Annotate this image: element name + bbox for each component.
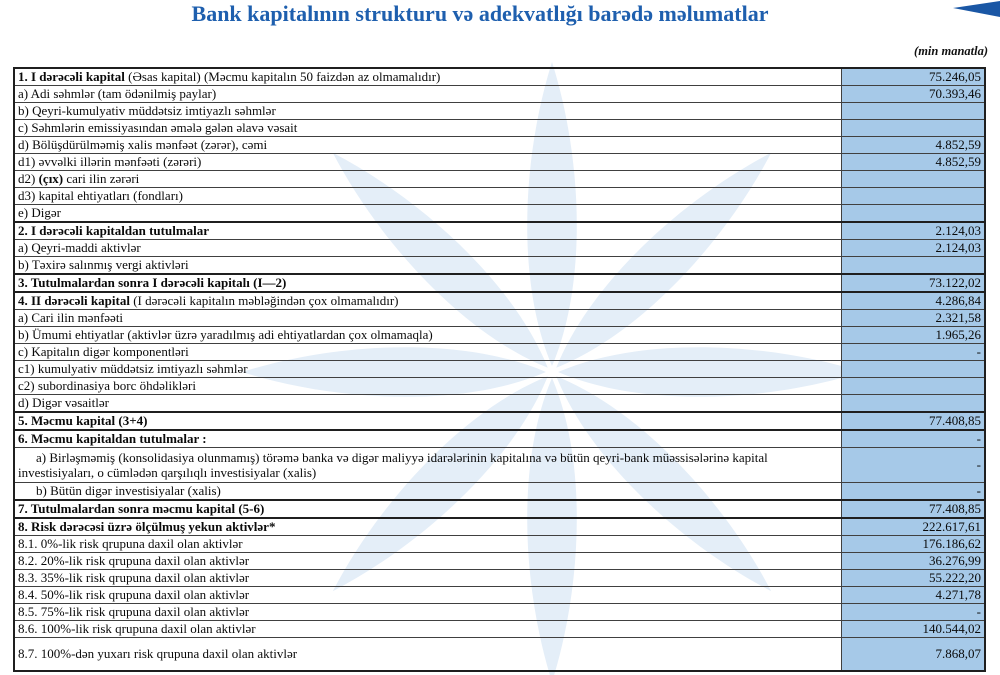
row-label [14, 205, 842, 223]
capital-table-body [14, 68, 985, 671]
row-label [14, 621, 842, 638]
row-label [14, 86, 842, 103]
row-value: 77.408,85 [842, 412, 986, 430]
row-value: - [842, 604, 986, 621]
row-value: 140.544,02 [842, 621, 986, 638]
row-value [842, 171, 986, 188]
row-label-text: 8.5. 75%-lik risk qrupuna daxil olan aktivlər [18, 604, 250, 619]
row-value: 70.393,46 [842, 86, 986, 103]
row-label-text: d3) kapital ehtiyatları (fondları) [18, 188, 183, 203]
row-label-text: b) Bütün digər investisiyalar (xalis) [36, 483, 221, 498]
corner-wedge-icon [945, 0, 1000, 20]
table-row [14, 570, 985, 587]
row-label [14, 378, 842, 395]
row-value: 2.321,58 [842, 310, 986, 327]
table-row [14, 483, 985, 501]
row-value: 222.617,61 [842, 518, 986, 536]
table-row [14, 154, 985, 171]
row-value: - [842, 344, 986, 361]
table-row [14, 240, 985, 257]
row-value: 1.965,26 [842, 327, 986, 344]
row-label [14, 327, 842, 344]
table-row [14, 604, 985, 621]
row-label [14, 483, 842, 501]
row-value: 55.222,20 [842, 570, 986, 587]
table-row [14, 120, 985, 137]
row-label-bold-text: 5. Məcmu kapital (3+4) [18, 413, 148, 428]
row-label-text: c1) kumulyativ müddətsiz imtiyazlı səhmlər [18, 361, 248, 376]
row-value: 2.124,03 [842, 222, 986, 240]
row-value: - [842, 430, 986, 448]
row-label [14, 570, 842, 587]
table-row [14, 86, 985, 103]
row-label-text: (Əsas kapital) (Məcmu kapitalın 50 faizdən az olmamalıdır) [124, 69, 441, 84]
table-row [14, 292, 985, 310]
unit-label: (min manatla) [914, 44, 988, 58]
row-value [842, 378, 986, 395]
row-label [14, 154, 842, 171]
row-label-text: a) Cari ilin mənfəəti [18, 310, 124, 325]
table-row [14, 68, 985, 86]
row-label-bold-text: 1. I dərəcəli kapital [18, 69, 125, 84]
row-label-text: 8.3. 35%-lik risk qrupuna daxil olan aktivlər [18, 570, 250, 585]
row-value [842, 120, 986, 137]
row-label-text: d) Digər vəsaitlər [18, 395, 109, 410]
row-label-text: c2) subordinasiya borc öhdəlikləri [18, 378, 196, 393]
row-value: 36.276,99 [842, 553, 986, 570]
row-label [14, 240, 842, 257]
row-value: 7.868,07 [842, 638, 986, 672]
row-label [14, 257, 842, 275]
row-value [842, 257, 986, 275]
table-row [14, 500, 985, 518]
table-row [14, 205, 985, 223]
row-label [14, 604, 842, 621]
row-label-bold-text: (çıx) [38, 171, 64, 186]
row-label-text: 8.7. 100%-dən yuxarı risk qrupuna daxil olan aktivlər [18, 646, 298, 661]
capital-structure-table [13, 67, 986, 672]
row-value: 4.852,59 [842, 154, 986, 171]
row-value [842, 361, 986, 378]
row-value: 77.408,85 [842, 500, 986, 518]
table-row [14, 448, 985, 483]
row-label-text: e) Digər [18, 205, 61, 220]
table-row [14, 344, 985, 361]
row-label [14, 103, 842, 120]
row-label [14, 222, 842, 240]
row-label [14, 448, 842, 483]
table-row [14, 412, 985, 430]
row-label-text: 8.4. 50%-lik risk qrupuna daxil olan aktivlər [18, 587, 250, 602]
row-value [842, 188, 986, 205]
row-label [14, 430, 842, 448]
row-label-bold-text: 3. Tutulmalardan sonra I dərəcəli kapitalı (I—2) [18, 275, 287, 290]
row-label [14, 500, 842, 518]
table-row [14, 378, 985, 395]
table-row [14, 621, 985, 638]
row-label-bold-text: 4. II dərəcəli kapital [18, 293, 130, 308]
row-label [14, 137, 842, 154]
row-label [14, 274, 842, 292]
table-row [14, 587, 985, 604]
row-label [14, 361, 842, 378]
row-value: 4.271,78 [842, 587, 986, 604]
table-row [14, 536, 985, 553]
row-value: 73.122,02 [842, 274, 986, 292]
row-label [14, 292, 842, 310]
table-row [14, 222, 985, 240]
row-label-text: 8.2. 20%-lik risk qrupuna daxil olan aktivlər [18, 553, 250, 568]
row-label-bold-text: 7. Tutulmalardan sonra məcmu kapital (5-6) [18, 501, 265, 516]
row-label-bold-text: 2. I dərəcəli kapitaldan tutulmalar [18, 223, 210, 238]
row-label-text: a) Birləşməmiş (konsolidasiya olunmamış) törəmə banka və digər maliyyə idarələrinin kapitalına və bütün qeyri-bank müəssisələrinə kapital investisiyaları, o cümlədən qarşılıqlı investisiyalar (xalis) [18, 450, 768, 480]
table-row [14, 395, 985, 413]
row-label-text: d1) əvvəlki illərin mənfəəti (zərəri) [18, 154, 202, 169]
row-label [14, 412, 842, 430]
table-row [14, 327, 985, 344]
table-row [14, 137, 985, 154]
row-label [14, 68, 842, 86]
row-label-text: b) Təxirə salınmış vergi aktivləri [18, 257, 189, 272]
row-label-text: d) Bölüşdürülməmiş xalis mənfəət (zərər), cəmi [18, 137, 268, 152]
row-label [14, 310, 842, 327]
row-label-text: cari ilin zərəri [63, 171, 140, 186]
row-value [842, 103, 986, 120]
row-label [14, 518, 842, 536]
table-row [14, 257, 985, 275]
table-row [14, 518, 985, 536]
row-value: 176.186,62 [842, 536, 986, 553]
row-label-bold-text: 8. Risk dərəcəsi üzrə ölçülmuş yekun aktivlər* [18, 519, 276, 534]
row-label-text: 8.1. 0%-lik risk qrupuna daxil olan aktivlər [18, 536, 243, 551]
table-row [14, 171, 985, 188]
row-label-text: 8.6. 100%-lik risk qrupuna daxil olan aktivlər [18, 621, 256, 636]
row-value: 4.286,84 [842, 292, 986, 310]
table-row [14, 310, 985, 327]
row-label [14, 395, 842, 413]
row-label [14, 553, 842, 570]
page-title: Bank kapitalının strukturu və adekvatlığı barədə məlumatlar [191, 1, 769, 26]
row-label-text: c) Səhmlərin emissiyasından əmələ gələn əlavə vəsait [18, 120, 298, 135]
row-label-text: (I dərəcəli kapitalın məbləğindən çox olmamalıdır) [129, 293, 399, 308]
row-label [14, 120, 842, 137]
table-row [14, 553, 985, 570]
row-value [842, 395, 986, 413]
row-label [14, 587, 842, 604]
row-label-text: d2) [18, 171, 39, 186]
row-value: 75.246,05 [842, 68, 986, 86]
row-value: - [842, 483, 986, 501]
row-label [14, 171, 842, 188]
row-label-text: b) Ümumi ehtiyatlar (aktivlər üzrə yaradılmış adi ehtiyatlardan çox olmamaqla) [18, 327, 433, 342]
table-row [14, 188, 985, 205]
table-row [14, 103, 985, 120]
row-label-text: b) Qeyri-kumulyativ müddətsiz imtiyazlı səhmlər [18, 103, 276, 118]
row-label-text: c) Kapitalın digər komponentləri [18, 344, 189, 359]
table-row [14, 361, 985, 378]
table-row [14, 274, 985, 292]
row-value: 4.852,59 [842, 137, 986, 154]
row-label-text: a) Qeyri-maddi aktivlər [18, 240, 141, 255]
row-label [14, 638, 842, 672]
row-label [14, 188, 842, 205]
row-label-text: a) Adi səhmlər (tam ödənilmiş paylar) [18, 86, 217, 101]
table-row [14, 430, 985, 448]
row-label-bold-text: 6. Məcmu kapitaldan tutulmalar : [18, 431, 207, 446]
row-value: 2.124,03 [842, 240, 986, 257]
table-row [14, 638, 985, 672]
row-label [14, 536, 842, 553]
row-value: - [842, 448, 986, 483]
row-label [14, 344, 842, 361]
row-value [842, 205, 986, 223]
